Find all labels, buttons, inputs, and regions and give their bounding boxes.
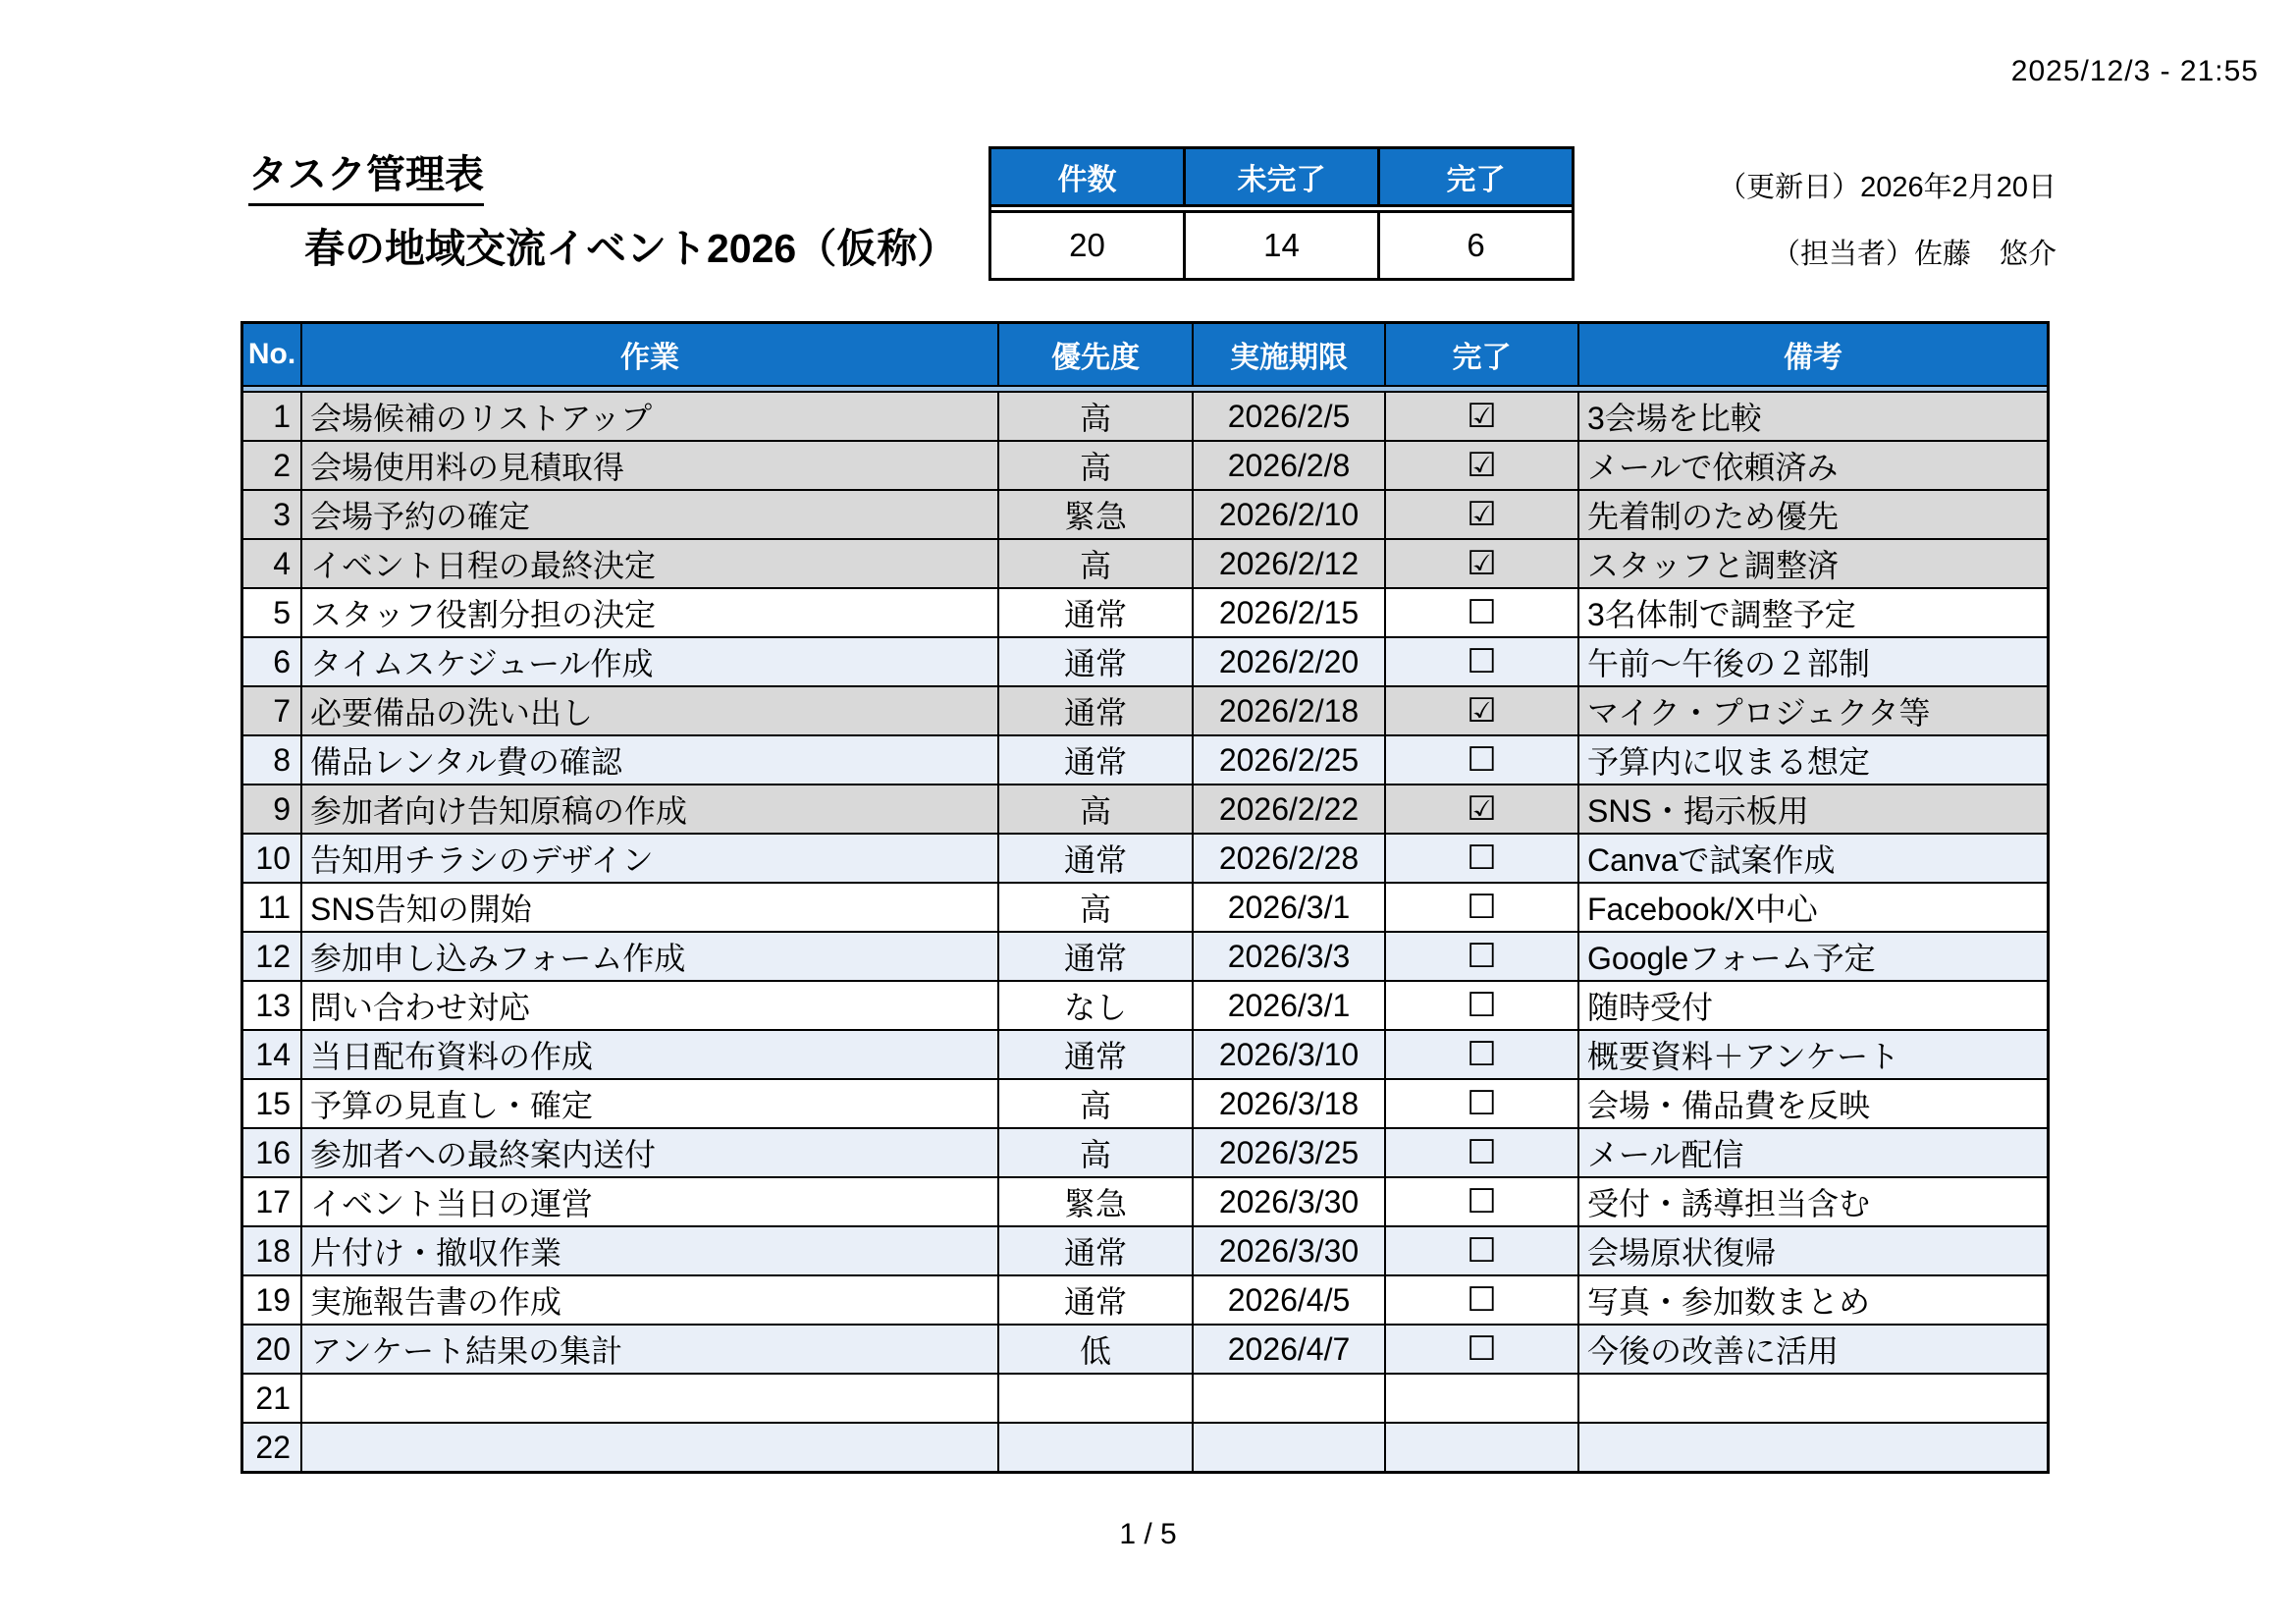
- row-note: 概要資料＋アンケート: [1587, 1039, 1900, 1074]
- row-done: [1386, 687, 1579, 734]
- row-task: 会場候補のリストアップ: [302, 393, 999, 440]
- row-note: Facebook/X中心: [1587, 892, 1818, 927]
- checkbox-checked-icon: ☑: [1467, 496, 1497, 533]
- col-header-priority: 優先度: [999, 324, 1194, 385]
- row-due: 2026/2/12: [1194, 540, 1386, 587]
- row-due: 2026/4/5: [1194, 1276, 1386, 1324]
- row-priority: 高: [999, 393, 1194, 440]
- table-row: [243, 1422, 2047, 1471]
- table-row: [243, 1324, 2047, 1373]
- checkbox-unchecked-icon: ☐: [1467, 987, 1497, 1024]
- row-task: スタッフ役割分担の決定: [302, 589, 999, 636]
- checkbox-unchecked-icon: ☐: [1467, 741, 1497, 779]
- row-done: [1386, 736, 1579, 784]
- summary-table: [988, 146, 1575, 281]
- row-priority: 低: [999, 1326, 1194, 1373]
- table-row: [243, 980, 2047, 1029]
- table-row: [243, 931, 2047, 980]
- row-no: 3: [243, 491, 302, 538]
- checkbox-unchecked-icon: ☐: [1467, 938, 1497, 975]
- row-no: 11: [243, 884, 302, 931]
- row-no: 2: [243, 442, 302, 489]
- print-timestamp: 2025/12/3 - 21:55: [2010, 55, 2259, 87]
- row-no: 15: [243, 1080, 302, 1127]
- col-header-due: 実施期限: [1194, 324, 1386, 385]
- row-priority: 通常: [999, 1031, 1194, 1078]
- row-task: アンケート結果の集計: [302, 1326, 999, 1373]
- row-task: 当日配布資料の作成: [302, 1031, 999, 1078]
- row-task: 参加申し込みフォーム作成: [302, 933, 999, 980]
- row-note: 写真・参加数まとめ: [1587, 1284, 1871, 1320]
- row-task: イベント当日の運営: [302, 1178, 999, 1225]
- row-done: [1386, 982, 1579, 1029]
- row-due: 2026/3/1: [1194, 884, 1386, 931]
- table-row: [243, 587, 2047, 636]
- row-done: [1386, 1129, 1579, 1176]
- checkbox-unchecked-icon: ☐: [1467, 1085, 1497, 1122]
- row-note: 午前～午後の２部制: [1587, 646, 1871, 681]
- row-note: マイク・プロジェクタ等: [1587, 695, 1931, 731]
- row-task: 問い合わせ対応: [302, 982, 999, 1029]
- table-row: [243, 1373, 2047, 1422]
- summary-header-incomplete: 未完了: [1186, 149, 1380, 204]
- col-header-done: 完了: [1386, 324, 1579, 385]
- row-task: [302, 1375, 999, 1422]
- checkbox-unchecked-icon: ☐: [1467, 1281, 1497, 1319]
- row-no: 5: [243, 589, 302, 636]
- row-no: 16: [243, 1129, 302, 1176]
- row-due: 2026/2/15: [1194, 589, 1386, 636]
- row-due: 2026/2/5: [1194, 393, 1386, 440]
- row-task: 会場予約の確定: [302, 491, 999, 538]
- summary-header-complete: 完了: [1446, 164, 1506, 196]
- row-due: 2026/2/28: [1194, 835, 1386, 882]
- row-note: Canvaで試案作成: [1587, 842, 1836, 878]
- row-task: 備品レンタル費の確認: [302, 736, 999, 784]
- row-done: [1386, 589, 1579, 636]
- row-priority: [999, 1375, 1194, 1422]
- task-table: [240, 321, 2050, 1474]
- row-no: 1: [243, 393, 302, 440]
- row-done: [1386, 491, 1579, 538]
- row-due: 2026/2/20: [1194, 638, 1386, 685]
- row-due: [1194, 1424, 1386, 1471]
- row-no: 6: [243, 638, 302, 685]
- table-row: [243, 833, 2047, 882]
- row-task: タイムスケジュール作成: [302, 638, 999, 685]
- row-due: [1194, 1375, 1386, 1422]
- row-note: 予算内に収まる想定: [1587, 744, 1871, 780]
- row-priority: 高: [999, 1129, 1194, 1176]
- row-priority: 通常: [999, 687, 1194, 734]
- summary-value-row: [991, 213, 1572, 278]
- page-number: 1 / 5: [1119, 1518, 1177, 1550]
- row-task: 必要備品の洗い出し: [302, 687, 999, 734]
- table-row: [243, 784, 2047, 833]
- table-row: [243, 882, 2047, 931]
- task-header-divider: [243, 385, 2047, 393]
- row-no: 8: [243, 736, 302, 784]
- row-due: 2026/3/30: [1194, 1227, 1386, 1274]
- row-no: 19: [243, 1276, 302, 1324]
- row-done: [1386, 638, 1579, 685]
- row-done: [1386, 540, 1579, 587]
- table-row: [243, 440, 2047, 489]
- row-no: 14: [243, 1031, 302, 1078]
- row-due: 2026/2/10: [1194, 491, 1386, 538]
- row-no: 13: [243, 982, 302, 1029]
- col-header-no: No.: [243, 324, 302, 385]
- row-done: [1386, 1178, 1579, 1225]
- row-note: メール配信: [1587, 1137, 1744, 1172]
- table-row: [243, 636, 2047, 685]
- row-no: 20: [243, 1326, 302, 1373]
- row-priority: 緊急: [999, 491, 1194, 538]
- row-priority: 高: [999, 1080, 1194, 1127]
- table-row: [243, 1078, 2047, 1127]
- row-done: [1386, 1375, 1579, 1422]
- updated-date: （更新日）2026年2月20日: [1718, 172, 2056, 203]
- checkbox-checked-icon: ☑: [1467, 398, 1497, 435]
- summary-value-incomplete: 14: [1186, 213, 1380, 278]
- table-row: [243, 1274, 2047, 1324]
- row-note: SNS・掲示板用: [1587, 793, 1809, 829]
- row-note: 会場原状復帰: [1587, 1235, 1777, 1271]
- checkbox-unchecked-icon: ☐: [1467, 1232, 1497, 1270]
- row-note: Googleフォーム予定: [1587, 941, 1876, 976]
- checkbox-unchecked-icon: ☐: [1467, 839, 1497, 877]
- row-task: 参加者への最終案内送付: [302, 1129, 999, 1176]
- owner-name: （担当者）佐藤 悠介: [1771, 239, 2056, 270]
- table-row: [243, 538, 2047, 587]
- checkbox-unchecked-icon: ☐: [1467, 643, 1497, 680]
- table-row: [243, 685, 2047, 734]
- row-priority: 通常: [999, 933, 1194, 980]
- summary-value-complete: 6: [1467, 227, 1485, 263]
- page-title: タスク管理表: [248, 143, 484, 206]
- row-no: 21: [243, 1375, 302, 1422]
- row-task: 告知用チラシのデザイン: [302, 835, 999, 882]
- row-note: 3名体制で調整予定: [1587, 597, 1856, 632]
- row-due: 2026/4/7: [1194, 1326, 1386, 1373]
- row-priority: 通常: [999, 1227, 1194, 1274]
- row-due: 2026/2/8: [1194, 442, 1386, 489]
- row-note: [1579, 1424, 2047, 1471]
- row-priority: 通常: [999, 1276, 1194, 1324]
- checkbox-unchecked-icon: ☐: [1467, 594, 1497, 631]
- task-table-header: [243, 324, 2047, 385]
- row-note: 受付・誘導担当含む: [1587, 1186, 1871, 1221]
- row-no: 17: [243, 1178, 302, 1225]
- row-due: 2026/3/25: [1194, 1129, 1386, 1176]
- row-done: [1386, 1031, 1579, 1078]
- row-done: [1386, 1326, 1579, 1373]
- row-no: 7: [243, 687, 302, 734]
- row-priority: 高: [999, 540, 1194, 587]
- col-header-task: 作業: [302, 324, 999, 385]
- table-row: [243, 1127, 2047, 1176]
- row-done: [1386, 1080, 1579, 1127]
- row-due: 2026/3/30: [1194, 1178, 1386, 1225]
- row-done: [1386, 884, 1579, 931]
- row-priority: なし: [999, 982, 1194, 1029]
- row-note: 会場・備品費を反映: [1587, 1088, 1871, 1123]
- checkbox-unchecked-icon: ☐: [1467, 1134, 1497, 1171]
- row-priority: 高: [999, 785, 1194, 833]
- row-done: [1386, 785, 1579, 833]
- row-done: [1386, 1276, 1579, 1324]
- row-task: [302, 1424, 999, 1471]
- summary-divider: [991, 204, 1572, 213]
- row-due: 2026/2/18: [1194, 687, 1386, 734]
- checkbox-checked-icon: ☑: [1467, 790, 1497, 828]
- row-note: 今後の改善に活用: [1587, 1333, 1840, 1369]
- row-note: メールで依頼済み: [1587, 450, 1839, 485]
- checkbox-checked-icon: ☑: [1467, 692, 1497, 730]
- row-task: 参加者向け告知原稿の作成: [302, 785, 999, 833]
- col-header-note: 備考: [1784, 342, 1842, 374]
- table-row: [243, 1176, 2047, 1225]
- row-due: 2026/3/18: [1194, 1080, 1386, 1127]
- row-no: 18: [243, 1227, 302, 1274]
- row-task: 予算の見直し・確定: [302, 1080, 999, 1127]
- row-done: [1386, 393, 1579, 440]
- row-due: 2026/2/25: [1194, 736, 1386, 784]
- row-done: [1386, 442, 1579, 489]
- row-due: 2026/2/22: [1194, 785, 1386, 833]
- checkbox-unchecked-icon: ☐: [1467, 1330, 1497, 1368]
- row-due: 2026/3/3: [1194, 933, 1386, 980]
- row-priority: 高: [999, 442, 1194, 489]
- row-note: 先着制のため優先: [1587, 499, 1840, 534]
- row-task: 会場使用料の見積取得: [302, 442, 999, 489]
- row-priority: 緊急: [999, 1178, 1194, 1225]
- row-priority: 通常: [999, 638, 1194, 685]
- checkbox-checked-icon: ☑: [1467, 447, 1497, 484]
- row-done: [1386, 933, 1579, 980]
- row-no: 10: [243, 835, 302, 882]
- page-subtitle: 春の地域交流イベント2026（仮称）: [304, 226, 958, 271]
- row-note: 随時受付: [1587, 990, 1714, 1025]
- row-done: [1386, 1424, 1579, 1471]
- checkbox-unchecked-icon: ☐: [1467, 889, 1497, 926]
- summary-header-count: 件数: [991, 149, 1186, 204]
- checkbox-unchecked-icon: ☐: [1467, 1183, 1497, 1220]
- checkbox-unchecked-icon: ☐: [1467, 1036, 1497, 1073]
- row-due: 2026/3/10: [1194, 1031, 1386, 1078]
- row-task: 片付け・撤収作業: [302, 1227, 999, 1274]
- table-row: [243, 393, 2047, 440]
- row-priority: 通常: [999, 835, 1194, 882]
- row-due: 2026/3/1: [1194, 982, 1386, 1029]
- row-no: 9: [243, 785, 302, 833]
- summary-header-row: [991, 149, 1572, 204]
- row-done: [1386, 1227, 1579, 1274]
- row-note: スタッフと調整済: [1587, 548, 1840, 583]
- table-row: [243, 734, 2047, 784]
- table-row: [243, 489, 2047, 538]
- row-no: 22: [243, 1424, 302, 1471]
- summary-value-count: 20: [991, 213, 1186, 278]
- row-done: [1386, 835, 1579, 882]
- row-priority: [999, 1424, 1194, 1471]
- task-rows: [243, 393, 2047, 1471]
- checkbox-checked-icon: ☑: [1467, 545, 1497, 582]
- table-row: [243, 1225, 2047, 1274]
- table-row: [243, 1029, 2047, 1078]
- row-priority: 通常: [999, 589, 1194, 636]
- row-no: 12: [243, 933, 302, 980]
- row-task: 実施報告書の作成: [302, 1276, 999, 1324]
- row-task: イベント日程の最終決定: [302, 540, 999, 587]
- row-note: 3会場を比較: [1587, 401, 1762, 436]
- row-priority: 通常: [999, 736, 1194, 784]
- row-priority: 高: [999, 884, 1194, 931]
- row-note: [1579, 1375, 2047, 1422]
- row-no: 4: [243, 540, 302, 587]
- row-task: SNS告知の開始: [302, 884, 999, 931]
